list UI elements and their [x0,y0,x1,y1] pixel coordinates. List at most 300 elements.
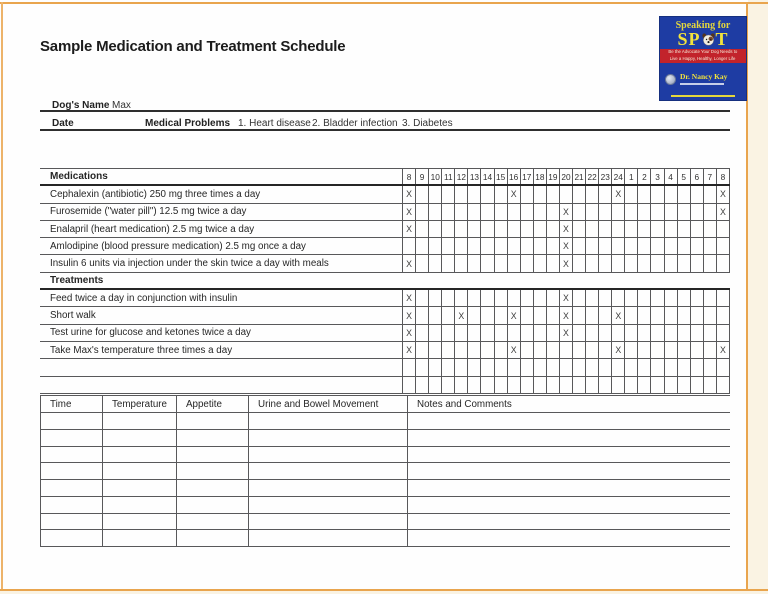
date-problems-line [40,114,730,131]
log-cell [177,463,249,479]
mark-cell [585,290,598,306]
hour-cell: 20 [559,169,572,184]
hour-cell: 6 [690,169,703,184]
mark-cell [467,325,480,341]
hour-cell: 2 [637,169,650,184]
mark-cell [480,204,493,220]
log-cell [177,447,249,463]
mark-cell: X [454,307,467,323]
mark-cell [520,325,533,341]
mark-cell [624,307,637,323]
mark-cell [703,359,716,375]
row-label [40,359,402,375]
log-cell [408,530,730,546]
logo-author-row [660,63,746,93]
hour-cell: 18 [533,169,546,184]
mark-cell [441,186,454,202]
mark-cell [637,290,650,306]
mark-cell [611,325,624,341]
mark-cell [664,204,677,220]
mark-cell [664,307,677,323]
mark-cell [480,255,493,271]
mark-cell [664,238,677,254]
mark-cell [703,204,716,220]
mark-cell [467,255,480,271]
mark-cell [703,221,716,237]
log-empty-row [41,463,730,480]
mark-cell [703,238,716,254]
mark-cell [598,186,611,202]
log-empty-row [41,430,730,447]
logo-author-box [680,73,727,85]
mark-cell: X [507,186,520,202]
mark-cell [637,307,650,323]
hour-cell: 15 [494,169,507,184]
mark-cell [546,255,559,271]
mark-cell [585,359,598,375]
logo-tagline-1: Be the Advocate Your Dog Needs to [668,49,738,55]
mark-cell [415,377,428,393]
mark-cell [507,238,520,254]
hour-cell: 17 [520,169,533,184]
mark-cell [611,238,624,254]
mark-cell [598,221,611,237]
mark-cell: X [402,342,415,358]
mark-cell [677,204,690,220]
mark-cell [559,342,572,358]
mark-cell [520,238,533,254]
row-label: Insulin 6 units via injection under the skin twice a day with meals [50,258,329,270]
mark-cell [559,186,572,202]
mark-cell [415,325,428,341]
mark-cell [585,186,598,202]
mark-cell [572,359,585,375]
mark-cell [480,307,493,323]
mark-cell [520,307,533,323]
mark-cell [494,290,507,306]
mark-cell [624,290,637,306]
mark-cell [677,221,690,237]
mark-cell [716,307,730,323]
log-cell [249,514,408,530]
mark-cell [546,186,559,202]
log-column-header: Appetite [177,396,249,412]
mark-cell [428,359,441,375]
mark-cell [507,359,520,375]
log-cell [177,497,249,513]
mark-cell [664,290,677,306]
mark-cell [533,359,546,375]
mark-cell [533,186,546,202]
scan-border-top [0,2,768,4]
mark-cell [690,307,703,323]
mark-cell [703,377,716,393]
medications-section-label: Medications [50,171,108,183]
mark-cell [454,186,467,202]
treatment-row [40,377,730,394]
mark-cell [428,307,441,323]
mark-cell [546,307,559,323]
mark-cell [533,238,546,254]
mark-cell [494,377,507,393]
mark-cell [428,186,441,202]
mark-cell [611,290,624,306]
mark-cell [716,238,730,254]
log-empty-row [41,497,730,514]
mark-cell [598,377,611,393]
logo-author-name: Dr. Nancy Kay [680,72,728,81]
medical-problem-1: 1. Heart disease [238,118,311,129]
logo-footer-smallprint [671,95,735,97]
log-cell [103,497,177,513]
mark-cell [454,204,467,220]
row-label: Take Max's temperature three times a day [50,344,233,356]
log-cell [103,413,177,429]
log-cell [408,463,730,479]
mark-cell [703,342,716,358]
mark-cell [585,221,598,237]
mark-cell [572,290,585,306]
mark-cell [507,377,520,393]
mark-cell [664,255,677,271]
medication-row [40,255,730,272]
log-empty-row [41,413,730,430]
row-label: Furosemide ("water pill") 12.5 mg twice a day [50,206,247,218]
mark-cell [598,307,611,323]
mark-cell [611,377,624,393]
treatment-row [40,359,730,376]
mark-cell [624,186,637,202]
mark-cell [546,221,559,237]
mark-cell [677,342,690,358]
logo-line1: Speaking for [675,20,731,31]
row-label: Feed twice a day in conjunction with insulin [50,292,238,304]
mark-cell [441,290,454,306]
mark-cell [572,255,585,271]
mark-cell [716,221,730,237]
mark-cell [664,221,677,237]
log-header-row [41,396,730,413]
log-cell [408,497,730,513]
mark-cell [637,325,650,341]
mark-cell [598,255,611,271]
log-column-header: Notes and Comments [417,398,512,410]
hour-cell: 7 [703,169,716,184]
mark-cell [507,221,520,237]
mark-cell [454,221,467,237]
mark-cell [494,255,507,271]
treatment-row [40,307,730,324]
mark-cell [650,255,663,271]
mark-cell [690,342,703,358]
mark-cell: X [402,290,415,306]
row-label [40,377,402,393]
log-cell [177,430,249,446]
log-empty-row [41,530,730,547]
logo-t-text: T [715,29,729,49]
log-cell [249,463,408,479]
mark-cell: X [402,186,415,202]
log-cell [177,530,249,546]
mark-cell [572,377,585,393]
mark-cell [467,290,480,306]
mark-cell [494,204,507,220]
marks-grid [402,307,730,323]
mark-cell [480,290,493,306]
mark-cell [637,342,650,358]
mark-cell: X [611,186,624,202]
marks-grid [402,325,730,341]
mark-cell [690,359,703,375]
mark-cell [690,255,703,271]
mark-cell: X [559,204,572,220]
mark-cell [415,255,428,271]
mark-cell: X [611,342,624,358]
mark-cell [494,186,507,202]
log-cell [103,463,177,479]
hour-cell: 10 [428,169,441,184]
mark-cell [546,325,559,341]
mark-cell [559,377,572,393]
marks-grid [402,290,730,306]
mark-cell [454,377,467,393]
mark-cell [598,342,611,358]
mark-cell [428,204,441,220]
mark-cell [480,359,493,375]
mark-cell [415,186,428,202]
logo-sp-text: SP [677,29,701,49]
mark-cell [650,377,663,393]
mark-cell [428,238,441,254]
mark-cell [415,342,428,358]
marks-grid [402,377,730,393]
mark-cell [637,186,650,202]
mark-cell [441,255,454,271]
mark-cell [546,359,559,375]
mark-cell [533,255,546,271]
hour-cell: 16 [507,169,520,184]
mark-cell [624,238,637,254]
log-cell [177,413,249,429]
mark-cell [441,325,454,341]
log-cell [103,480,177,496]
mark-cell [415,290,428,306]
marks-grid [402,186,730,202]
scan-border-bottom [0,589,768,591]
medication-row [40,221,730,238]
mark-cell [664,359,677,375]
mark-cell [650,186,663,202]
mark-cell [572,238,585,254]
log-cell [249,480,408,496]
mark-cell [441,204,454,220]
mark-cell [507,204,520,220]
mark-cell [650,307,663,323]
daily-log-table [40,395,730,547]
hours-header-grid [402,169,730,184]
mark-cell: X [402,204,415,220]
dog-name-value: Max [112,100,131,111]
mark-cell [650,221,663,237]
mark-cell [454,255,467,271]
log-column-header: Temperature [103,396,177,412]
log-cell [103,530,177,546]
mark-cell [716,290,730,306]
mark-cell [650,359,663,375]
log-cell [103,514,177,530]
hour-cell: 5 [677,169,690,184]
mark-cell [572,325,585,341]
mark-cell [611,204,624,220]
mark-cell [572,186,585,202]
log-cell [249,530,408,546]
hour-cell: 21 [572,169,585,184]
marks-grid [402,359,730,375]
hour-cell: 3 [650,169,663,184]
mark-cell [402,359,415,375]
mark-cell [585,255,598,271]
dog-name-label: Dog's Name [52,100,110,111]
marks-grid [402,342,730,358]
log-cell [249,413,408,429]
mark-cell [454,325,467,341]
mark-cell [611,221,624,237]
medication-row [40,186,730,203]
mark-cell [585,325,598,341]
row-label: Enalapril (heart medication) 2.5 mg twice a day [50,223,255,235]
mark-cell [467,359,480,375]
marks-grid [402,221,730,237]
treatment-row [40,325,730,342]
log-cell [249,430,408,446]
mark-cell [520,186,533,202]
mark-cell [415,307,428,323]
speaking-for-spot-book-cover [659,16,747,101]
mark-cell [664,186,677,202]
log-empty-row [41,480,730,497]
mark-cell [637,255,650,271]
mark-cell: X [507,307,520,323]
medication-schedule-table [40,168,730,394]
mark-cell [585,307,598,323]
mark-cell [533,221,546,237]
mark-cell [664,377,677,393]
mark-cell [624,221,637,237]
dog-name-line [40,99,730,112]
scan-edge-right [748,0,768,594]
schedule-header-row [40,169,730,186]
mark-cell [716,255,730,271]
logo-line2 [660,31,746,47]
mark-cell [480,342,493,358]
logo-tagline-2: Live a Happy, Healthy, Longer Life [670,56,736,62]
mark-cell [598,238,611,254]
log-cell [41,430,103,446]
mark-cell [690,290,703,306]
mark-cell [703,307,716,323]
mark-cell [690,221,703,237]
log-cell [41,514,103,530]
medication-row [40,238,730,255]
marks-grid [402,255,730,271]
hour-cell: 8 [716,169,730,184]
row-label: Test urine for glucose and ketones twice a day [50,327,251,339]
treatment-row [40,342,730,359]
mark-cell: X [611,307,624,323]
mark-cell: X [507,342,520,358]
mark-cell [664,325,677,341]
mark-cell: X [559,238,572,254]
mark-cell [402,377,415,393]
mark-cell [454,359,467,375]
mark-cell [494,238,507,254]
log-cell [41,413,103,429]
mark-cell [415,204,428,220]
mark-cell [585,342,598,358]
mark-cell [624,255,637,271]
hour-cell: 22 [585,169,598,184]
mark-cell [402,238,415,254]
log-cell [41,463,103,479]
mark-cell [520,221,533,237]
mark-cell: X [716,342,730,358]
mark-cell [637,221,650,237]
mark-cell [611,255,624,271]
mark-cell [507,325,520,341]
mark-cell [520,255,533,271]
mark-cell [520,342,533,358]
mark-cell [415,359,428,375]
marks-grid [402,238,730,254]
mark-cell [428,221,441,237]
mark-cell [507,290,520,306]
treatment-row [40,290,730,307]
page-title: Sample Medication and Treatment Schedule [40,38,346,55]
hour-cell: 13 [467,169,480,184]
mark-cell [572,342,585,358]
mark-cell [480,186,493,202]
mark-cell: X [559,307,572,323]
mark-cell [467,307,480,323]
log-cell [408,430,730,446]
mark-cell [441,359,454,375]
mark-cell [467,204,480,220]
mark-cell: X [716,186,730,202]
mark-cell [428,290,441,306]
mark-cell [677,238,690,254]
mark-cell [467,238,480,254]
mark-cell [415,238,428,254]
treatments-header-row [40,273,730,290]
date-label: Date [52,118,74,129]
mark-cell: X [402,325,415,341]
log-cell [408,413,730,429]
mark-cell [480,325,493,341]
blank-grid [402,273,730,288]
medical-problem-3: 3. Diabetes [402,118,453,129]
mark-cell [598,325,611,341]
row-label: Cephalexin (antibiotic) 250 mg three times a day [50,188,261,200]
log-cell [249,497,408,513]
mark-cell [467,186,480,202]
mark-cell [624,325,637,341]
dog-face-icon [702,33,715,46]
log-column-header: Urine and Bowel Movement [249,396,408,412]
mark-cell [533,204,546,220]
mark-cell [690,377,703,393]
hour-cell: 9 [415,169,428,184]
mark-cell [677,307,690,323]
